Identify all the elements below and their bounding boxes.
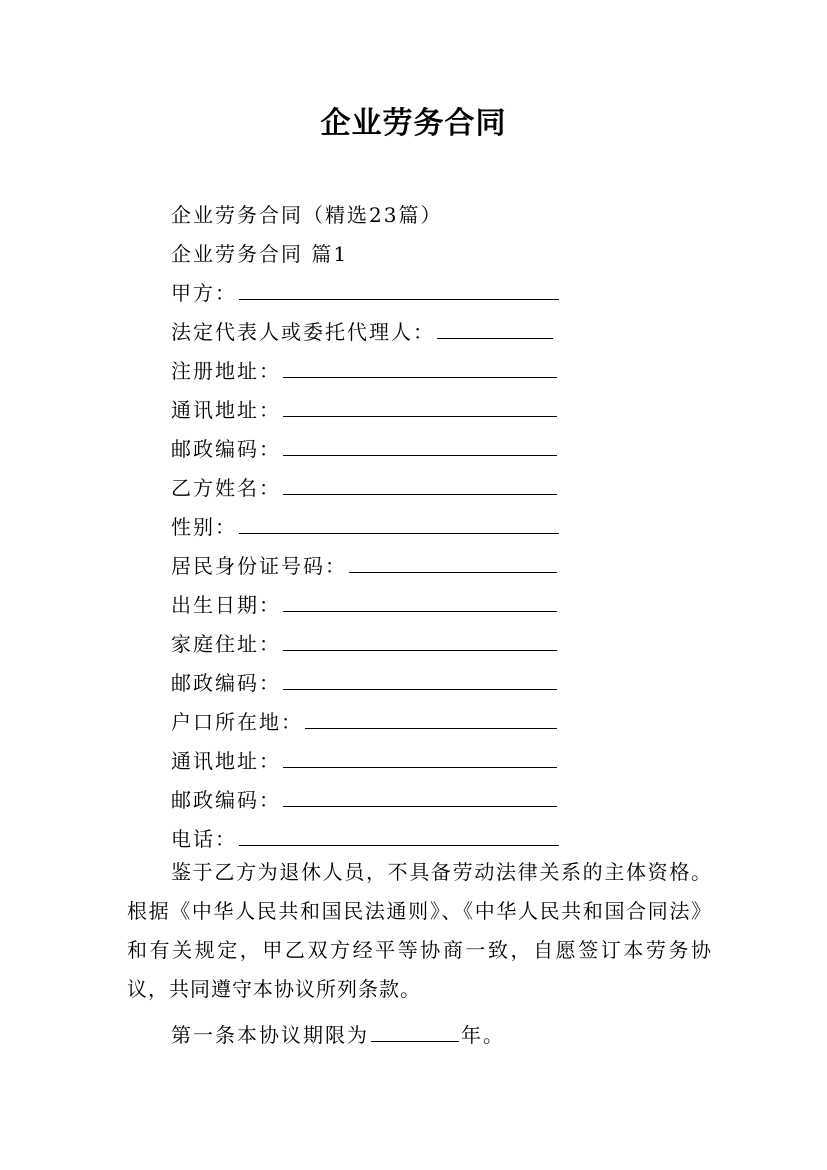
fill-blank[interactable] xyxy=(371,1021,459,1042)
field-id-number xyxy=(171,550,557,579)
field-label: 法定代表人或委托代理人： xyxy=(171,320,435,344)
field-home-address xyxy=(171,628,557,657)
field-label: 性别： xyxy=(171,515,237,539)
field-label: 居民身份证号码： xyxy=(171,554,347,578)
field-postal-code-b xyxy=(171,667,557,696)
field-household-registration xyxy=(171,706,557,735)
field-label: 乙方姓名： xyxy=(171,476,281,500)
clause-1 xyxy=(171,1019,505,1048)
field-label: 甲方： xyxy=(171,281,237,305)
field-phone xyxy=(171,823,559,852)
fill-blank[interactable] xyxy=(283,591,557,612)
document-subtitle: 企业劳务合同（精选23篇） xyxy=(171,203,443,227)
fill-blank[interactable] xyxy=(283,435,557,456)
fill-blank[interactable] xyxy=(283,357,557,378)
fill-blank[interactable] xyxy=(239,825,559,846)
field-party-b-name xyxy=(171,472,557,501)
document-title: 企业劳务合同 xyxy=(320,106,507,141)
field-registered-address xyxy=(171,355,557,384)
field-legal-representative xyxy=(171,316,553,345)
fill-blank[interactable] xyxy=(239,279,559,300)
fill-blank[interactable] xyxy=(239,513,559,534)
fill-blank[interactable] xyxy=(283,474,557,495)
field-mailing-address-a xyxy=(171,394,557,423)
field-label: 户口所在地： xyxy=(171,710,303,734)
field-label: 邮政编码： xyxy=(171,437,281,461)
field-label: 邮政编码： xyxy=(171,788,281,812)
section-heading: 企业劳务合同 篇1 xyxy=(171,242,349,266)
field-label: 出生日期： xyxy=(171,593,281,617)
field-gender xyxy=(171,511,559,540)
field-birth-date xyxy=(171,589,557,618)
field-label: 家庭住址： xyxy=(171,632,281,656)
clause-text: 第一条本协议期限为 xyxy=(171,1023,369,1047)
field-label: 通讯地址： xyxy=(171,749,281,773)
fill-blank[interactable] xyxy=(283,396,557,417)
field-label: 电话： xyxy=(171,827,237,851)
field-postal-code-a xyxy=(171,433,557,462)
field-mailing-address-b xyxy=(171,745,557,774)
fill-blank[interactable] xyxy=(283,786,557,807)
fill-blank[interactable] xyxy=(283,747,557,768)
field-label: 通讯地址： xyxy=(171,398,281,422)
field-postal-code-c xyxy=(171,784,557,813)
preamble-paragraph: 鉴于乙方为退休人员，不具备劳动法律关系的主体资格。根据《中华人民共和国民法通则》、《中华人民共和国合同法》和有关规定，甲乙双方经平等协商一致，自愿签订本劳务协议，共同遵守本协议所列条款。 xyxy=(127,860,712,1001)
fill-blank[interactable] xyxy=(349,552,557,573)
field-label: 注册地址： xyxy=(171,359,281,383)
fill-blank[interactable] xyxy=(283,669,557,690)
clause-text-end: 年。 xyxy=(461,1023,505,1047)
fill-blank[interactable] xyxy=(283,630,557,651)
fill-blank[interactable] xyxy=(437,318,553,339)
field-party-a xyxy=(171,277,559,306)
field-label: 邮政编码： xyxy=(171,671,281,695)
fill-blank[interactable] xyxy=(305,708,557,729)
